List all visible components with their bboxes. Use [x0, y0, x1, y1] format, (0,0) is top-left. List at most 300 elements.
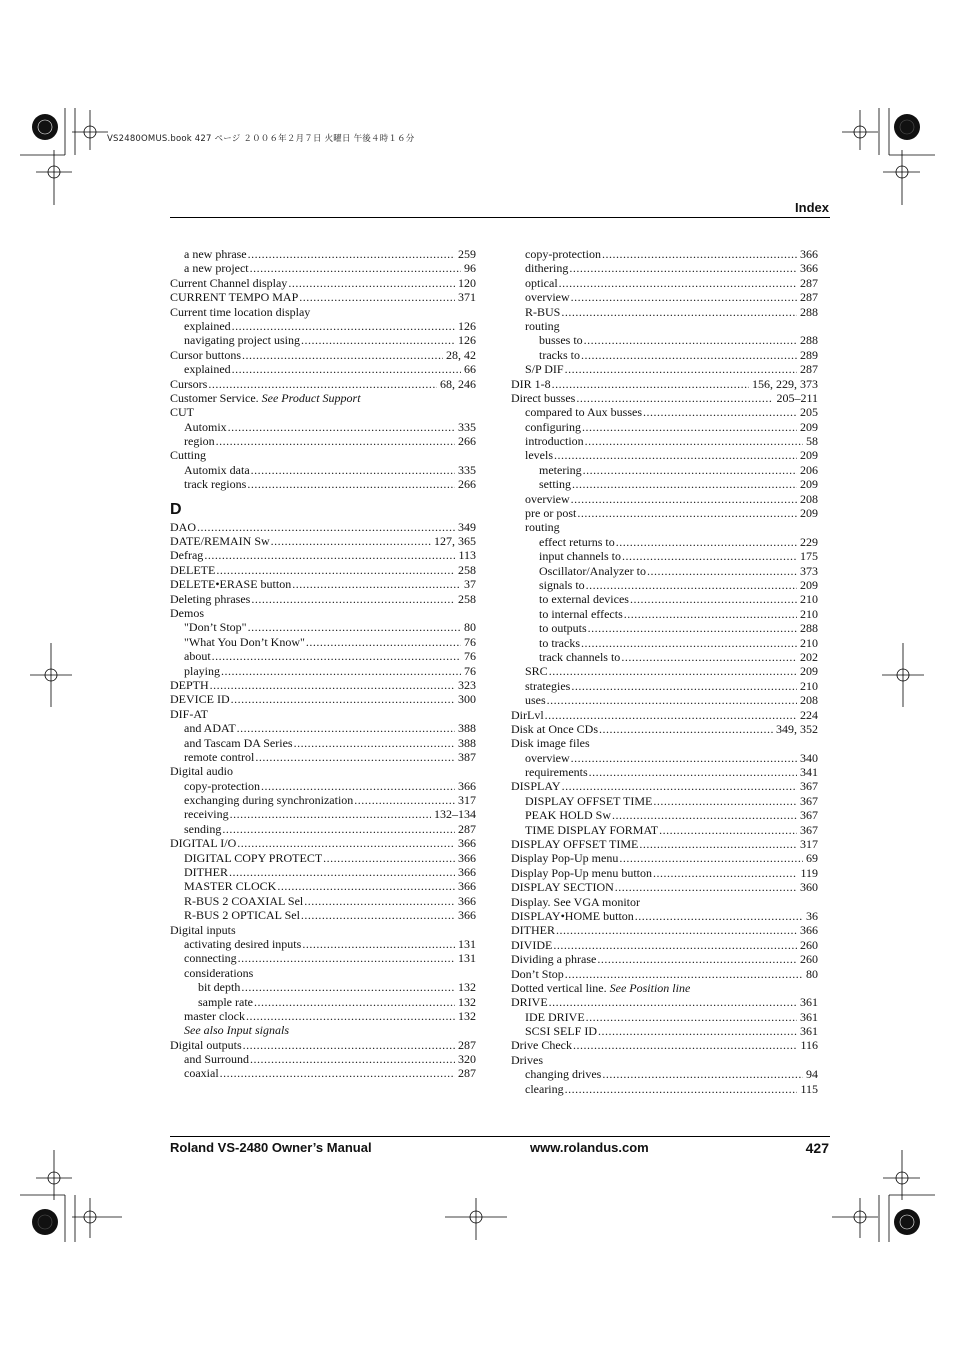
index-entry	[511, 722, 818, 736]
index-entry	[170, 1038, 476, 1052]
index-entry-pages: 287	[800, 275, 818, 290]
index-entry-pages: 366	[458, 893, 476, 908]
index-entry-term	[539, 348, 580, 362]
index-entry	[170, 750, 476, 764]
index-entry-term	[539, 564, 646, 578]
index-entry-text: Automix data	[184, 462, 250, 477]
index-entry-pages: 126	[458, 318, 476, 333]
index-entry-text: DEVICE ID	[170, 692, 230, 707]
dot-leader	[659, 823, 797, 837]
index-entry-text: about	[184, 649, 211, 664]
dot-leader	[229, 865, 455, 879]
index-entry-term	[170, 348, 241, 362]
index-entry-text: dithering	[525, 261, 569, 276]
index-entry	[511, 448, 818, 462]
index-entry-term	[525, 319, 560, 333]
index-column-left	[170, 247, 476, 1081]
index-entry-pages: 80	[806, 966, 818, 981]
index-entry-term	[184, 319, 231, 333]
index-entry-pages: 266	[458, 477, 476, 492]
index-entry	[170, 261, 476, 275]
index-entry-term	[525, 808, 611, 822]
index-entry	[170, 276, 476, 290]
index-entry	[170, 721, 476, 735]
dot-leader	[639, 837, 797, 851]
index-entry-term	[539, 463, 582, 477]
index-entry-text: input channels to	[539, 549, 621, 564]
index-entry-pages: 76	[464, 663, 476, 678]
index-entry	[511, 520, 818, 534]
index-entry-term	[525, 276, 558, 290]
index-entry-term	[170, 577, 291, 591]
index-entry-pages: 58	[806, 434, 818, 449]
index-entry-pages: 288	[800, 621, 818, 636]
index-entry	[511, 851, 818, 865]
index-entry	[170, 420, 476, 434]
dot-leader	[549, 995, 797, 1009]
index-entry	[170, 606, 476, 620]
index-entry-pages: 202	[800, 649, 818, 664]
index-entry-pages: 367	[800, 808, 818, 823]
dot-leader	[255, 750, 455, 764]
index-entry-term	[170, 606, 204, 620]
index-entry-pages: 205–211	[776, 390, 818, 405]
index-entry-term	[511, 391, 575, 405]
index-entry	[511, 779, 818, 793]
index-entry-term	[198, 980, 240, 994]
dot-leader	[250, 1052, 455, 1066]
index-entry-term	[539, 477, 571, 491]
index-entry	[511, 420, 818, 434]
index-entry-text: Cursors	[170, 376, 208, 391]
index-entry	[511, 535, 818, 549]
index-entry	[170, 951, 476, 965]
index-entry-term	[525, 679, 570, 693]
index-entry-term	[511, 923, 555, 937]
dot-leader	[237, 721, 455, 735]
dot-leader	[577, 506, 797, 520]
index-entry-term	[511, 895, 640, 909]
dot-leader	[216, 563, 455, 577]
index-entry-term	[170, 276, 287, 290]
index-entry	[511, 549, 818, 563]
index-entry-pages: 209	[800, 506, 818, 521]
index-entry-term	[170, 678, 209, 692]
index-entry-text: overview	[525, 491, 570, 506]
index-entry-text: Display Pop-Up menu	[511, 851, 619, 866]
index-entry	[170, 793, 476, 807]
dot-leader	[251, 592, 455, 606]
index-entry-text: region	[184, 434, 215, 449]
index-entry	[170, 290, 476, 304]
index-entry-term	[184, 261, 249, 275]
index-entry-term	[511, 837, 638, 851]
index-entry-pages: 208	[800, 491, 818, 506]
index-entry-term	[511, 938, 552, 952]
dot-leader	[554, 448, 797, 462]
index-entry-term	[539, 333, 583, 347]
dot-leader	[306, 635, 461, 649]
index-entry-text: DirLvl	[511, 707, 544, 722]
index-entry-pages: 366	[458, 836, 476, 851]
index-entry-term	[539, 650, 620, 664]
index-entry-pages: 366	[458, 865, 476, 880]
index-entry	[511, 305, 818, 319]
index-entry-term	[184, 434, 215, 448]
index-entry-text: a new project	[184, 261, 249, 276]
index-entry-term	[170, 764, 233, 778]
index-entry	[511, 506, 818, 520]
index-entry-term	[170, 692, 230, 706]
index-entry-text: R-BUS	[525, 304, 561, 319]
index-entry-pages: 115	[800, 1081, 818, 1096]
index-entry-pages: 288	[800, 304, 818, 319]
index-entry-text: Current Channel display	[170, 275, 288, 290]
index-entry-term	[511, 1053, 543, 1067]
dot-leader	[635, 909, 803, 923]
index-entry-term	[170, 290, 298, 304]
index-entry-pages: 388	[458, 735, 476, 750]
index-entry	[511, 765, 818, 779]
index-entry	[170, 405, 476, 419]
dot-leader	[304, 894, 455, 908]
index-entry	[511, 794, 818, 808]
index-entry	[170, 836, 476, 850]
index-entry-pages: 127, 365	[434, 534, 476, 549]
index-entry-pages: 94	[806, 1067, 818, 1082]
index-entry-text: to internal effects	[539, 606, 623, 621]
index-entry-pages: 209	[800, 664, 818, 679]
index-entry-pages: 259	[458, 247, 476, 261]
dot-leader	[299, 290, 455, 304]
index-entry-text: DIR 1-8	[511, 376, 551, 391]
dot-leader	[571, 679, 797, 693]
index-entry-text: changing drives	[525, 1067, 602, 1082]
index-entry-term	[184, 1066, 219, 1080]
index-entry-text: setting	[539, 477, 571, 492]
index-entry-pages: 210	[800, 606, 818, 621]
index-entry-text: PEAK HOLD Sw	[525, 808, 612, 823]
index-entry-pages: 126	[458, 333, 476, 348]
dot-leader	[584, 333, 797, 347]
index-entry-term	[170, 305, 310, 319]
index-entry-pages: 373	[800, 563, 818, 578]
index-entry	[511, 405, 818, 419]
dot-leader	[545, 708, 797, 722]
index-entry	[170, 1023, 476, 1037]
index-entry-pages: 224	[800, 707, 818, 722]
index-entry-text: signals to	[539, 577, 585, 592]
index-entry	[511, 967, 818, 981]
index-entry	[170, 1009, 476, 1023]
index-entry-term	[539, 592, 629, 606]
index-entry	[511, 880, 818, 894]
index-entry-pages: 349, 352	[776, 721, 818, 736]
index-entry-term	[184, 736, 293, 750]
index-entry	[170, 779, 476, 793]
dot-leader	[565, 967, 803, 981]
index-entry-term	[184, 649, 211, 663]
index-entry-text: explained	[184, 318, 231, 333]
index-entry-text: DISPLAY OFFSET TIME	[511, 837, 639, 852]
index-entry-term	[170, 377, 207, 391]
header-divider	[170, 217, 830, 218]
index-entry-pages: 76	[464, 634, 476, 649]
index-entry-term	[184, 937, 301, 951]
index-entry-text: introduction	[525, 434, 584, 449]
index-entry	[511, 578, 818, 592]
index-entry-pages: 119	[800, 865, 818, 880]
dot-leader	[250, 261, 461, 275]
index-entry-text: and Tascam DA Series	[184, 735, 293, 750]
index-entry	[170, 995, 476, 1009]
index-entry-pages: 132	[458, 1008, 476, 1023]
index-entry-term	[511, 909, 634, 923]
index-entry-pages: 300	[458, 692, 476, 707]
index-entry-pages: 209	[800, 448, 818, 463]
index-entry-text: clearing	[525, 1081, 564, 1096]
index-entry-pages: 156, 229, 373	[752, 376, 818, 391]
dot-leader	[238, 951, 455, 965]
index-entry-text: master clock	[184, 1008, 245, 1023]
index-entry-text: Cutting	[170, 448, 207, 463]
index-entry-pages: 366	[800, 261, 818, 276]
dot-leader	[621, 650, 797, 664]
dot-leader	[208, 377, 437, 391]
index-entry	[170, 434, 476, 448]
index-entry	[511, 808, 818, 822]
index-entry-text: Current time location display	[170, 304, 311, 319]
index-entry-pages: 209	[800, 477, 818, 492]
index-entry	[511, 477, 818, 491]
index-entry	[170, 362, 476, 376]
index-entry	[511, 348, 818, 362]
dot-leader	[581, 348, 797, 362]
index-entry-pages: 317	[800, 837, 818, 852]
index-entry	[170, 548, 476, 562]
index-entry-text: to tracks	[539, 635, 580, 650]
dot-leader	[242, 348, 443, 362]
index-entry-pages: 366	[458, 778, 476, 793]
index-entry-text: to external devices	[539, 592, 629, 607]
index-entry	[170, 692, 476, 706]
index-entry-pages: 341	[800, 765, 818, 780]
index-entry-pages: 287	[800, 290, 818, 305]
index-entry-term	[170, 405, 194, 419]
index-entry-pages: 132–134	[434, 807, 476, 822]
index-entry	[511, 823, 818, 837]
index-entry-text: DISPLAY	[511, 779, 561, 794]
index-entry-text: a new phrase	[184, 247, 247, 261]
index-entry-text: IDE DRIVE	[525, 1009, 585, 1024]
index-entry-text: R-BUS 2 OPTICAL Sel	[184, 908, 300, 923]
index-entry-term	[511, 377, 551, 391]
index-entry-pages: 366	[458, 850, 476, 865]
index-entry	[511, 1038, 818, 1052]
index-entry-term	[170, 592, 250, 606]
index-entry-term	[184, 1023, 289, 1037]
index-entry-term	[525, 823, 658, 837]
index-entry-text: Oscillator/Analyzer to	[539, 563, 646, 578]
index-entry-text: MASTER CLOCK	[184, 879, 277, 894]
index-entry-text: DIF-AT	[170, 706, 208, 721]
index-entry	[511, 636, 818, 650]
dot-leader	[288, 276, 455, 290]
index-entry-term	[511, 981, 690, 995]
index-entry	[170, 520, 476, 534]
dot-leader	[231, 692, 455, 706]
index-entry-term	[539, 535, 615, 549]
index-entry-text: and ADAT	[184, 721, 236, 736]
index-entry-term	[184, 620, 247, 634]
index-entry-term	[184, 966, 253, 980]
index-entry-term	[511, 1038, 572, 1052]
index-entry-text: copy-protection	[184, 778, 260, 793]
index-entry	[170, 865, 476, 879]
dot-leader	[585, 434, 803, 448]
index-entry	[511, 693, 818, 707]
index-entry-term	[184, 247, 247, 261]
index-entry-text: Demos	[170, 605, 204, 620]
index-entry-text: compared to Aux busses	[525, 405, 642, 420]
index-entry	[511, 650, 818, 664]
index-entry-text: Digital audio	[170, 764, 233, 779]
dot-leader	[559, 276, 797, 290]
index-entry-pages: 28, 42	[446, 347, 476, 362]
dot-leader	[583, 463, 797, 477]
index-entry	[511, 247, 818, 261]
index-entry-pages: 320	[458, 1052, 476, 1067]
index-entry-text: "Don’t Stop"	[184, 620, 247, 635]
dot-leader	[247, 477, 455, 491]
index-entry-term	[184, 793, 353, 807]
index-entry-term	[525, 405, 642, 419]
index-entry-text: sending	[184, 821, 222, 836]
index-entry-text: pre or post	[525, 506, 577, 521]
index-entry-pages: 80	[464, 620, 476, 635]
dot-leader	[221, 664, 461, 678]
index-entry-text: DIGITAL COPY PROTECT	[184, 850, 323, 865]
index-entry-pages: 361	[800, 995, 818, 1010]
index-entry-text: DISPLAY OFFSET TIME	[525, 793, 653, 808]
dot-leader	[248, 620, 461, 634]
index-entry-text: Digital outputs	[170, 1037, 242, 1052]
index-entry	[170, 463, 476, 477]
index-entry	[511, 607, 818, 621]
index-entry-term	[184, 721, 236, 735]
index-entry-term	[511, 866, 652, 880]
index-see-reference: See Position line	[609, 980, 691, 995]
dot-leader	[197, 520, 455, 534]
dot-leader	[212, 649, 461, 663]
index-entry-pages: 289	[800, 347, 818, 362]
dot-leader	[254, 995, 455, 1009]
dot-leader	[210, 678, 455, 692]
index-entry	[170, 1066, 476, 1080]
index-entry	[170, 894, 476, 908]
index-entry-pages: 371	[458, 290, 476, 305]
footer-manual-title: Roland VS-2480 Owner’s Manual	[170, 1140, 372, 1155]
index-entry-term	[184, 1009, 245, 1023]
index-entry-term	[525, 448, 553, 462]
index-entry-term	[184, 362, 231, 376]
index-entry-pages: 113	[458, 548, 476, 563]
index-entry	[170, 620, 476, 634]
index-entry-term	[511, 952, 596, 966]
index-entry-term	[525, 1010, 585, 1024]
index-entry-term	[184, 333, 300, 347]
index-entry-term	[184, 1052, 249, 1066]
index-entry-text: Digital inputs	[170, 922, 236, 937]
index-entry-text: DISPLAY SECTION	[511, 880, 614, 895]
index-entry-pages: 76	[464, 649, 476, 664]
index-entry	[511, 261, 818, 275]
index-entry-text: DITHER	[511, 923, 555, 938]
index-entry	[511, 621, 818, 635]
dot-leader	[556, 923, 797, 937]
index-entry-pages: 287	[458, 1066, 476, 1081]
index-column-right	[511, 247, 818, 1096]
dot-leader	[622, 549, 797, 563]
index-entry-term	[198, 995, 253, 1009]
dot-leader	[552, 377, 749, 391]
index-entry-pages: 131	[458, 936, 476, 951]
dot-leader	[251, 463, 455, 477]
index-entry	[511, 362, 818, 376]
index-entry	[170, 879, 476, 893]
index-entry	[511, 290, 818, 304]
index-entry-term	[525, 1024, 597, 1038]
index-entry-pages: 36	[806, 908, 818, 923]
index-entry-term	[170, 707, 208, 721]
index-entry-text: navigating project using	[184, 333, 300, 348]
index-entry-term	[525, 520, 560, 534]
index-entry-text: DRIVE	[511, 995, 548, 1010]
index-entry-term	[184, 807, 229, 821]
index-section-letter: D	[170, 500, 182, 518]
index-entry-text: playing	[184, 663, 220, 678]
dot-leader	[597, 952, 797, 966]
index-entry-pages: 323	[458, 677, 476, 692]
index-entry-text: Direct busses	[511, 390, 576, 405]
index-entry-pages: 366	[800, 247, 818, 261]
dot-leader	[616, 535, 797, 549]
index-entry-term	[539, 578, 585, 592]
index-entry-pages: 317	[458, 793, 476, 808]
index-entry	[170, 319, 476, 333]
index-entry-text: Display Pop-Up menu button	[511, 865, 652, 880]
footer-website: www.rolandus.com	[530, 1140, 649, 1155]
index-entry-term	[525, 751, 570, 765]
index-entry	[170, 563, 476, 577]
index-entry-text: track channels to	[539, 649, 621, 664]
dot-leader	[301, 333, 455, 347]
index-entry-text: tracks to	[539, 347, 580, 362]
index-entry-term	[184, 879, 276, 893]
index-entry-text: receiving	[184, 807, 229, 822]
index-entry-term	[184, 951, 237, 965]
index-entry-pages: 229	[800, 534, 818, 549]
dot-leader	[571, 492, 797, 506]
dot-leader	[571, 290, 797, 304]
index-entry-term	[170, 563, 215, 577]
index-entry-text: effect returns to	[539, 534, 615, 549]
index-entry	[511, 564, 818, 578]
index-entry-text: Don’t Stop	[511, 966, 564, 981]
index-entry-term	[170, 391, 361, 405]
dot-leader	[598, 1024, 797, 1038]
index-entry	[511, 837, 818, 851]
